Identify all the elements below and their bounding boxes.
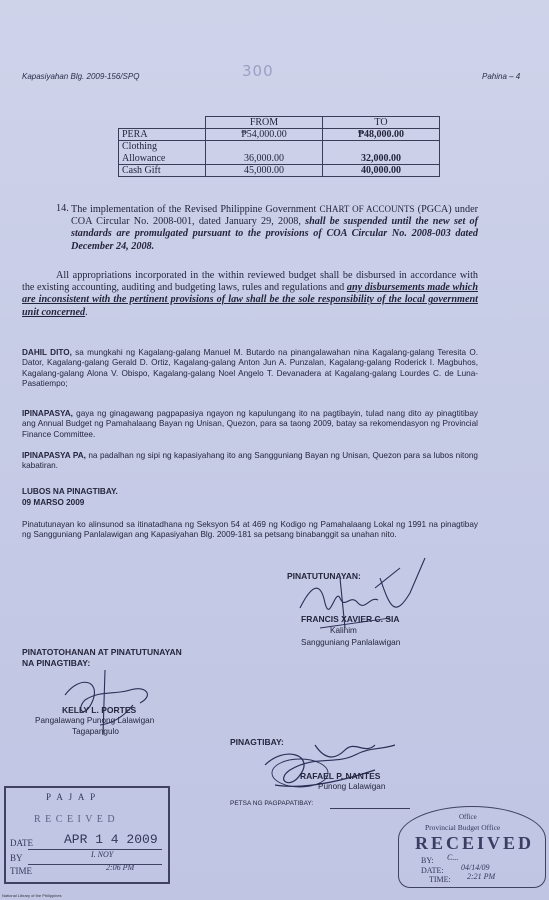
ipinapasya-lead: IPINAPASYA,	[22, 409, 73, 418]
signature-sia	[280, 548, 440, 643]
page-label: Pahina – 4	[482, 72, 521, 81]
dahil-dito-paragraph	[22, 348, 478, 390]
appropriations-paragraph	[22, 270, 478, 319]
received-stamp-right	[398, 806, 546, 888]
table-header-cell: FROM	[206, 117, 323, 129]
stamp-right-date-label: DATE:	[421, 866, 444, 875]
petsa-label: PETSA NG PAGPAPATIBAY:	[230, 800, 314, 807]
from-value: 45,000.00	[206, 165, 323, 177]
ipinapasya-text: gaya ng ginagawang pagpapasiya ngayon ng kapulungang ito na pagtibayin, tulad nang dito ay pinagtitibay ang Annual Budget ng Pamahalaang Bayan ng Unisan, Quezon, para sa taong 2009, batay sa rekomendasyon ng Provincial Finance Committee.	[22, 409, 478, 439]
item-14-emphasis: shall be suspended until the new set of standards are promulgated pursuant to the provisions of COA Circular No. 2008-003 dated December 24, 2008.	[71, 216, 478, 252]
table-row	[119, 153, 440, 165]
sia-title: Kalihim	[330, 626, 357, 635]
page-number-stamp: 300	[242, 62, 274, 80]
pinagtibay-label: PINAGTIBAY:	[230, 737, 284, 747]
stamp-line	[28, 849, 162, 850]
row-label: Allowance	[119, 153, 206, 165]
pinatutunayan-label: PINATUTUNAYAN:	[287, 571, 361, 581]
sia-office: Sangguniang Panlalawigan	[301, 638, 401, 647]
document-reference: Kapasiyahan Blg. 2009-156/SPQ	[22, 72, 140, 81]
pinatotohanan-label: PINATOTOHANAN AT PINATUTUNAYAN	[22, 647, 182, 657]
stamp-line	[28, 864, 162, 865]
from-value: 36,000.00	[206, 153, 323, 165]
stamp-right-time-label: TIME:	[429, 875, 451, 884]
to-value: 32,000.00	[323, 153, 440, 165]
ipinapasya-pa-text: na padalhan ng sipi ng kapasiyahang ito ang Sangguniang Bayan ng Unisan, Quezon para sa lubos nitong kabatiran.	[22, 451, 478, 471]
dahil-dito-lead: DAHIL DITO,	[22, 348, 72, 357]
appropriations-end: .	[85, 306, 88, 318]
item-14-text: The implementation of the Revised Philippine Government	[71, 204, 320, 215]
pinatotohanan-label-2: NA PINAGTIBAY:	[22, 658, 91, 668]
table-header-cell	[119, 117, 206, 129]
ipinapasya-pa-lead: IPINAPASYA PA,	[22, 451, 86, 460]
row-label: Cash Gift	[119, 165, 206, 177]
sia-name: FRANCIS XAVIER C. SIA	[301, 614, 400, 624]
table-row	[119, 165, 440, 177]
table-header-row	[119, 117, 440, 129]
from-value	[206, 141, 323, 153]
portes-name: KELLY L. PORTES	[62, 705, 137, 715]
petsa-line	[330, 808, 410, 809]
approved-label: LUBOS NA PINAGTIBAY.	[22, 487, 118, 496]
appropriations-emphasis: any disbursements made which are inconsistent with the pertinent provisions of law shall be the sole responsibility of the local government unit concerned	[22, 282, 478, 318]
stamp-date: APR 1 4 2009	[64, 832, 158, 847]
row-label: PERA	[119, 129, 206, 141]
footer-note: National Library of the Philippines	[2, 893, 62, 898]
table-header-cell: TO	[323, 117, 440, 129]
stamp-received: R E C E I V E D	[34, 814, 116, 825]
stamp-right-by: C...	[447, 853, 459, 862]
stamp-right-by-label: BY:	[421, 856, 434, 865]
portes-office: Tagapangulo	[72, 727, 119, 736]
approved-date: 09 MARSO 2009	[22, 498, 85, 507]
to-value	[323, 141, 440, 153]
stamp-date-label: DATE	[10, 838, 33, 848]
stamp-time: 2:06 PM	[106, 863, 135, 872]
stamp-right-received: RECEIVED	[415, 833, 535, 853]
table-row	[119, 141, 440, 153]
stamp-right-date: 04/14/09	[461, 863, 490, 872]
stamp-by: I. NOY	[91, 850, 114, 859]
item-14-paragraph	[71, 203, 478, 253]
nantes-name: RAFAEL P. NANTES	[300, 771, 381, 781]
table-row	[119, 129, 440, 141]
item-number: 14.	[56, 203, 69, 214]
portes-title: Pangalawang Punong Lalawigan	[35, 716, 155, 725]
ipinapasya-paragraph	[22, 409, 478, 440]
dahil-dito-text: sa mungkahi ng Kagalang-galang Manuel M. Butardo na pinangalawahan nina Kagalang-galang Teresita O. Dator, Kagalang-galang Gerald D. Ortiz, Kagalang-galang Anton Jun A. Punzalan, Kagalang-galang Roderick I. Magbuhos, Kagalang-galang Alona V. Obispo, Kagalang-galang Noel Angelo T. Devanadera at Kagalang-galang Lourdes C. de Luna-Pasatiempo;	[22, 348, 479, 389]
certification-paragraph: Pinatutunayan ko alinsunod sa itinatadhana ng Seksyon 54 at 469 ng Kodigo ng Pamahalaang Lokal ng 1991 na pinagtibay ng Sangguniang Panlalawigan ang Kapasiyahan Blg. 2009-181 sa petsang binabanggit sa unahan nito.	[22, 520, 478, 540]
stamp-by-label: BY	[10, 853, 23, 863]
budget-table	[118, 116, 440, 177]
to-value: ₱48,000.00	[323, 129, 440, 141]
received-stamp-left	[4, 786, 170, 884]
stamp-right-office-2: Provincial Budget Office	[425, 823, 501, 832]
item-14-text-b: (PGCA) under COA Circular No. 2008-001, dated January 29, 2008,	[71, 204, 478, 228]
from-value: ₱54,000.00	[206, 129, 323, 141]
to-value: 40,000.00	[323, 165, 440, 177]
stamp-right-time: 2:21 PM	[467, 872, 496, 881]
item-14-caps: CHART OF ACCOUNTS	[319, 204, 415, 214]
nantes-title: Punong Lalawigan	[318, 782, 386, 791]
appropriations-text: All appropriations incorporated in the within reviewed budget shall be disbursed in accordance with the existing accounting, auditing and budgeting laws, rules and regulations and	[22, 270, 478, 294]
ipinapasya-pa-paragraph	[22, 451, 478, 472]
stamp-time-label: TIME	[10, 866, 32, 876]
stamp-office: P A J A P	[46, 792, 98, 802]
stamp-right-office: Office	[459, 813, 477, 821]
row-label: Clothing	[119, 141, 206, 153]
